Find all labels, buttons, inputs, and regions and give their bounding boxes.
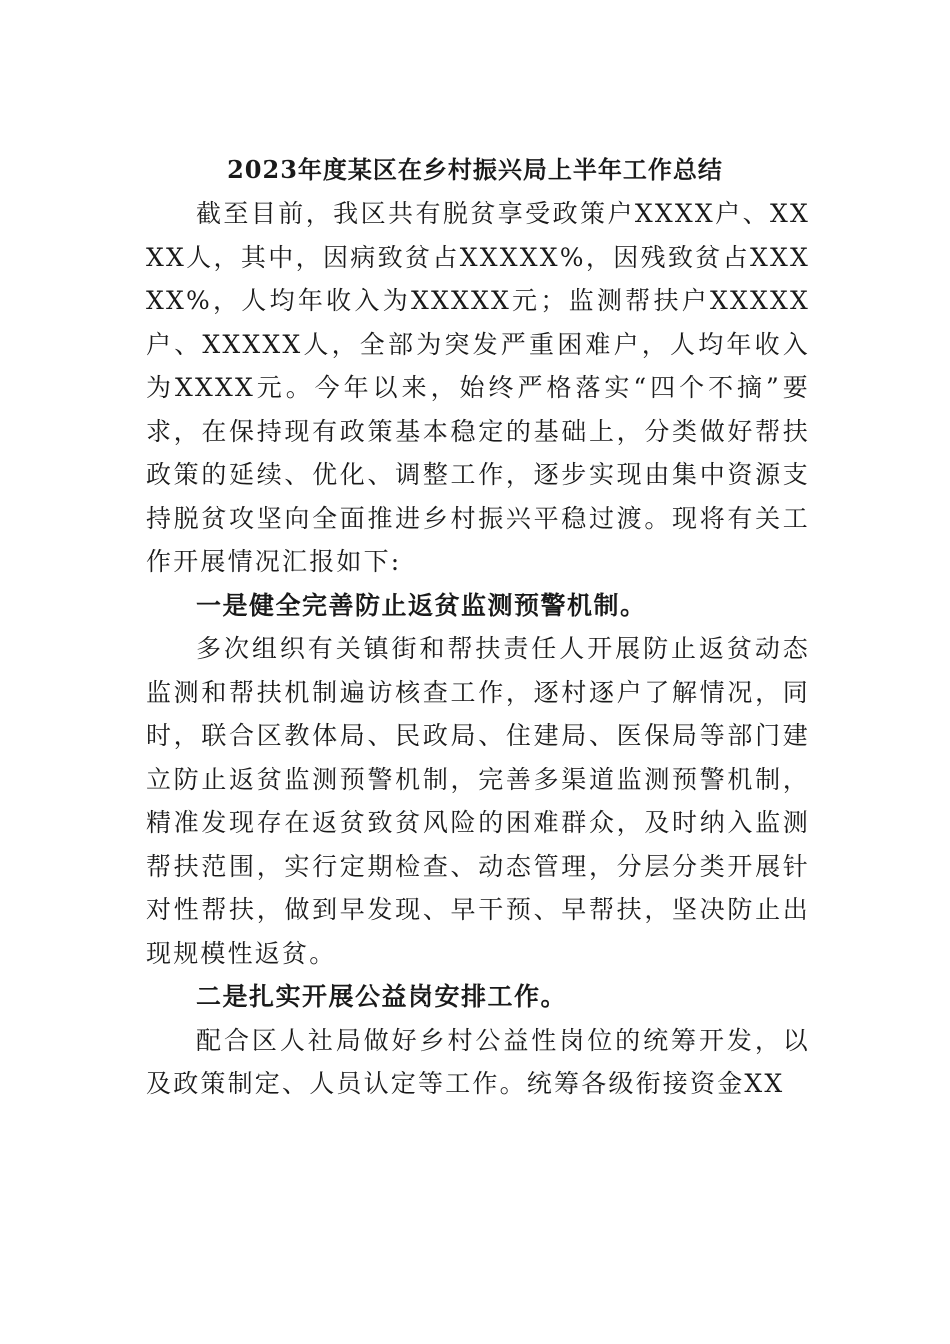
document-title: 2023年度某区在乡村振兴局上半年工作总结 xyxy=(227,155,723,184)
section-2-paragraph: 配合区人社局做好乡村公益性岗位的统筹开发，以及政策制定、人员认定等工作。统筹各级衔接资金XX xyxy=(146,1025,810,1098)
section-2-heading: 二是扎实开展公益岗安排工作。 xyxy=(196,982,568,1011)
intro-paragraph: 截至目前，我区共有脱贫享受政策户XXXX户、XXXX人，其中，因病致贫占XXXXX%，因残致贫占XXXXX%，人均年收入为XXXXX元；监测帮扶户XXXXX户、XXXXX人，全部为突发严重困难户，人均年收入为XXXX元。今年以来，始终严格落实“四个不摘”要求，在保持现有政策基本稳定的基础上，分类做好帮扶政策的延续、优化、调整工作，逐步实现由集中资源支持脱贫攻坚向全面推进乡村振兴平稳过渡。现将有关工作开展情况汇报如下: xyxy=(146,199,810,576)
document-body xyxy=(146,192,810,1106)
section-1-heading: 一是健全完善防止返贫监测预警机制。 xyxy=(196,590,647,620)
section-1-paragraph: 多次组织有关镇街和帮扶责任人开展防止返贫动态监测和帮扶机制遍访核查工作，逐村逐户了解情况，同时，联合区教体局、民政局、住建局、医保局等部门建立防止返贫监测预警机制，完善多渠道监测预警机制，精准发现存在返贫致贫风险的困难群众，及时纳入监测帮扶范围，实行定期检查、动态管理，分层分类开展针对性帮扶，做到早发现、早干预、早帮扶，坚决防止出现规模性返贫。 xyxy=(146,634,810,968)
